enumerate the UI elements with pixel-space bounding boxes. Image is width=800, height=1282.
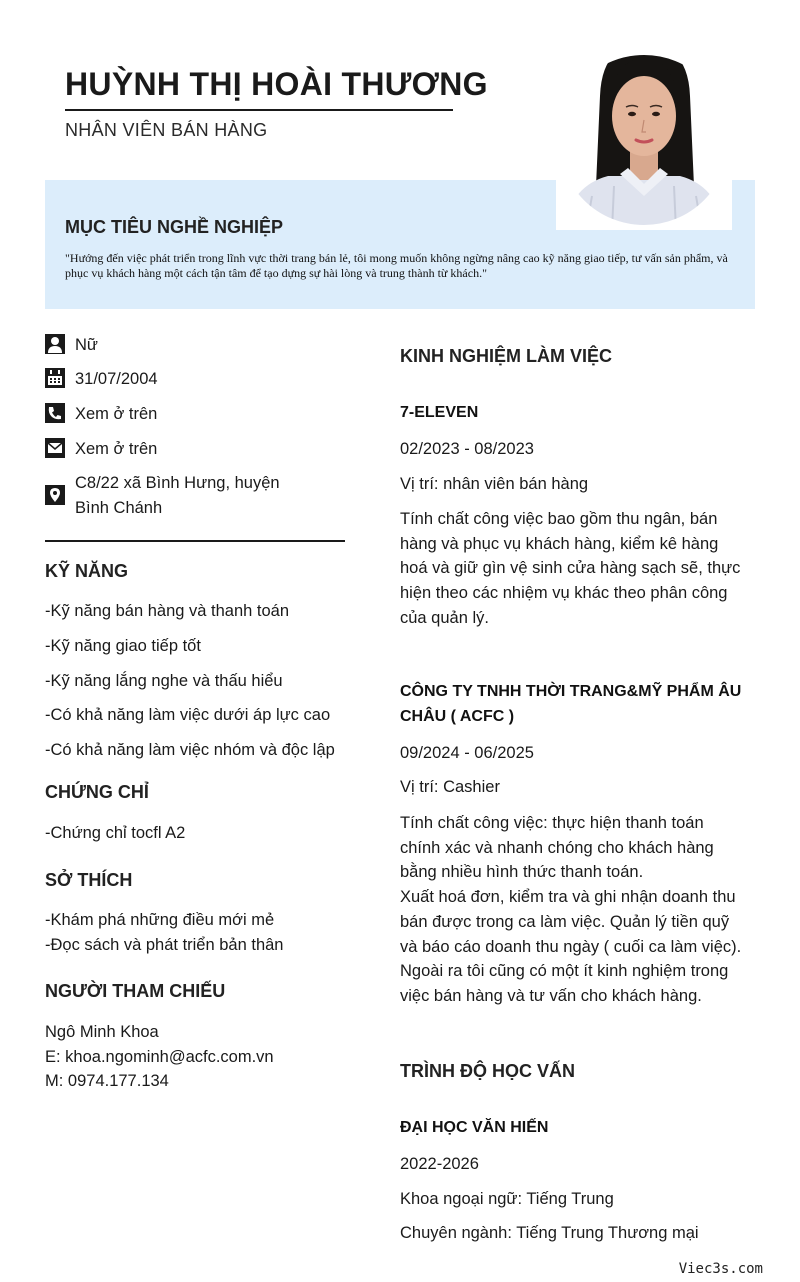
skill-item: -Có khả năng làm việc nhóm và độc lập xyxy=(45,741,335,759)
objective-text: "Hướng đến việc phát triển trong lĩnh vực thời trang bán lẻ, tôi mong muốn không ngừng nâng cao kỹ năng giao tiếp, tư vấn sản phẩm, và phục vụ khách hàng một cách tận tâm để tạo dựng sự hài lòng và trung thành từ khách." xyxy=(65,251,728,280)
job-desc-line: và báo cáo doanh thu ngày ( cuối ca làm việc). xyxy=(400,937,742,956)
hobby-item: -Đọc sách và phát triển bản thân xyxy=(45,936,284,954)
job-description xyxy=(400,811,770,1009)
skill-item: -Có khả năng làm việc dưới áp lực cao xyxy=(45,706,331,724)
candidate-name: HUỲNH THỊ HOÀI THƯƠNG xyxy=(65,66,488,102)
birthday-value: 31/07/2004 xyxy=(75,370,158,388)
experience-title: KINH NGHIỆM LÀM VIỆC xyxy=(400,346,613,366)
portrait-illustration xyxy=(556,36,732,230)
reference-email: E: khoa.ngominh@acfc.com.vn xyxy=(45,1048,274,1066)
reference-name: Ngô Minh Khoa xyxy=(45,1023,159,1041)
job-description xyxy=(400,507,760,631)
certificates-title: CHỨNG CHỈ xyxy=(45,782,149,802)
mail-icon xyxy=(45,438,65,458)
job-desc-line: Xuất hoá đơn, kiểm tra và ghi nhận doanh thu xyxy=(400,888,736,907)
job-desc-line: Tính chất công việc: thực hiện thanh toán xyxy=(400,814,704,832)
job-desc-line: bán được trong ca làm việc. Quản lý tiền quỹ xyxy=(400,912,730,931)
gender-value: Nữ xyxy=(75,336,98,354)
address-line-2: Bình Chánh xyxy=(75,499,163,517)
skill-item: -Kỹ năng giao tiếp tốt xyxy=(45,637,201,655)
hobby-item: -Khám phá những điều mới mẻ xyxy=(45,911,275,929)
skill-item: -Kỹ năng bán hàng và thanh toán xyxy=(45,602,290,620)
candidate-role: NHÂN VIÊN BÁN HÀNG xyxy=(65,120,268,140)
email-value: Xem ở trên xyxy=(75,440,158,458)
skill-item: -Kỹ năng lắng nghe và thấu hiểu xyxy=(45,672,283,690)
info-birthday xyxy=(45,367,158,392)
education-period: 2022-2026 xyxy=(400,1155,479,1173)
objective-title: MỤC TIÊU NGHỀ NGHIỆP xyxy=(65,217,284,237)
info-address xyxy=(45,471,280,521)
hobbies-title: SỞ THÍCH xyxy=(45,870,133,890)
location-icon xyxy=(45,485,65,505)
job-desc-line: Tính chất công việc bao gồm thu ngân, bán xyxy=(400,510,718,528)
job-company xyxy=(400,679,760,729)
job-period: 09/2024 - 06/2025 xyxy=(400,744,534,762)
address-line-1: C8/22 xã Bình Hưng, huyện xyxy=(75,474,280,492)
job-desc-line: hàng và phục vụ khách hàng, kiểm kê hàng xyxy=(400,534,719,553)
reference-phone: M: 0974.177.134 xyxy=(45,1072,169,1090)
education-faculty: Khoa ngoại ngữ: Tiếng Trung xyxy=(400,1190,614,1208)
job-position: Vị trí: Cashier xyxy=(400,778,500,796)
job-desc-line: hiện theo các nhiệm vụ khác theo phân công xyxy=(400,584,728,603)
address-value xyxy=(75,471,280,521)
name-underline xyxy=(65,109,453,111)
education-school: ĐẠI HỌC VĂN HIẾN xyxy=(400,1119,549,1136)
calendar-icon xyxy=(45,368,65,388)
phone-icon xyxy=(45,403,65,423)
left-divider xyxy=(45,540,345,542)
certificate-item: -Chứng chỉ tocfl A2 xyxy=(45,824,186,842)
references-title: NGƯỜI THAM CHIẾU xyxy=(45,981,226,1001)
job-position: Vị trí: nhân viên bán hàng xyxy=(400,475,589,493)
education-title: TRÌNH ĐỘ HỌC VẤN xyxy=(400,1061,575,1081)
job-company-line: CÔNG TY TNHH THỜI TRANG&MỸ PHẨM ÂU xyxy=(400,683,742,700)
footer-brand: Viec3s.com xyxy=(678,1261,763,1277)
education-major: Chuyên ngành: Tiếng Trung Thương mại xyxy=(400,1224,699,1242)
job-desc-line: hoá và giữ gìn vệ sinh cửa hàng sạch sẽ, thực xyxy=(400,559,741,578)
info-phone xyxy=(45,402,157,427)
job-company-line: CHÂU ( ACFC ) xyxy=(400,708,515,725)
job-period: 02/2023 - 08/2023 xyxy=(400,440,534,458)
job-desc-line: của quản lý. xyxy=(400,608,489,627)
info-gender xyxy=(45,333,98,358)
job-desc-line: việc bán hàng và tư vấn cho khách hàng. xyxy=(400,986,702,1005)
phone-value: Xem ở trên xyxy=(75,405,158,423)
profile-photo xyxy=(556,36,732,230)
job-desc-line: Ngoài ra tôi cũng có một ít kinh nghiệm trong xyxy=(400,962,729,981)
job-company: 7-ELEVEN xyxy=(400,404,479,421)
info-email xyxy=(45,437,157,462)
person-icon xyxy=(45,334,65,354)
job-desc-line: bằng nhiều hình thức thanh toán. xyxy=(400,863,644,882)
job-desc-line: chính xác và nhanh chóng cho khách hàng xyxy=(400,838,714,857)
skills-title: KỸ NĂNG xyxy=(45,561,129,581)
